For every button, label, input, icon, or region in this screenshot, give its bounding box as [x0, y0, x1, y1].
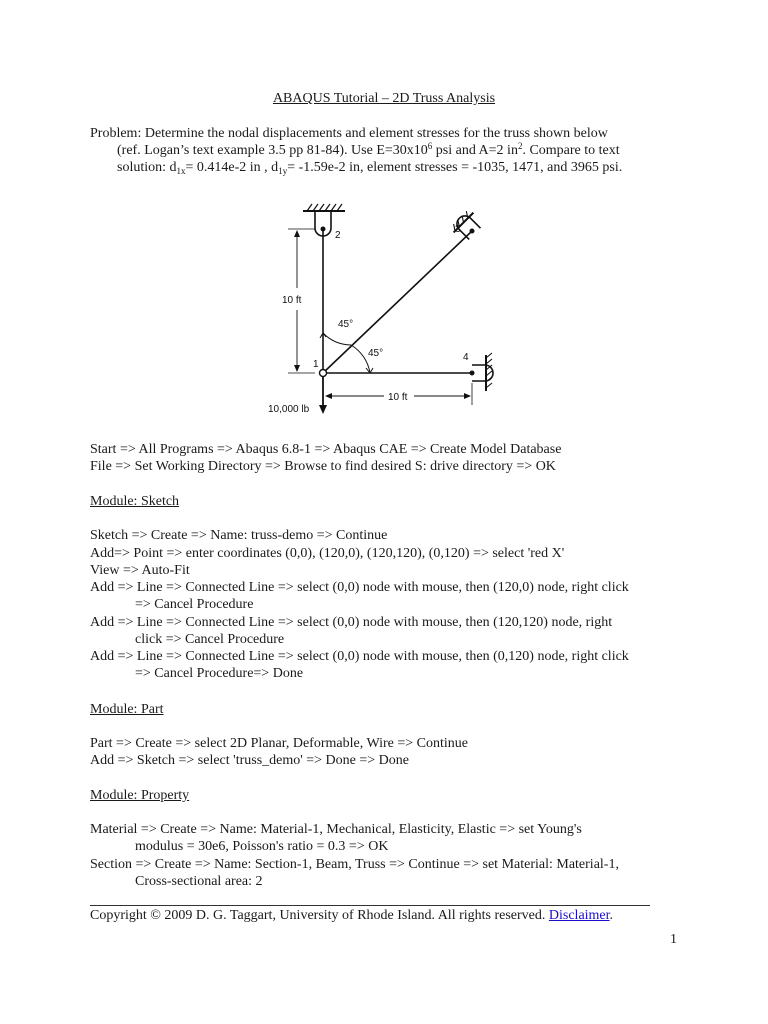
load-arrow-head — [319, 405, 327, 414]
problem-text: psi and A=2 in — [432, 143, 518, 158]
problem-text: = -1.59e-2 in, element stresses = -1035, 1471, and 3965 psi. — [287, 160, 623, 175]
step-sketch-2: Add=> Point => enter coordinates (0,0), (120,0), (120,120), (0,120) => select 'red X' — [90, 546, 565, 561]
subscript: 1y — [278, 166, 288, 176]
footer — [90, 908, 613, 924]
step-part-1: Part => Create => select 2D Planar, Deformable, Wire => Continue — [90, 736, 468, 751]
angle-label-top: 45° — [338, 319, 354, 330]
step-sketch-5-cont: click => Cancel Procedure — [135, 632, 285, 647]
dim-arrow-up — [294, 230, 300, 237]
step-sketch-4: Add => Line => Connected Line => select (0,0) node with mouse, then (120,0) node, right click — [90, 580, 629, 595]
node-3-label: 3 — [455, 224, 461, 235]
heading-property: Module: Property — [90, 788, 190, 803]
step-sketch-5: Add => Line => Connected Line => select (0,0) node with mouse, then (120,120) node, right — [90, 615, 613, 630]
problem-text: Problem: Determine the nodal displacements and element stresses for the truss shown below — [90, 126, 608, 141]
step-sketch-6-cont: => Cancel Procedure=> Done — [135, 666, 304, 681]
dim-label-horizontal: 10 ft — [388, 392, 408, 403]
step-sketch-1: Sketch => Create => Name: truss-demo => Continue — [90, 528, 388, 543]
step-start: Start => All Programs => Abaqus 6.8-1 => Abaqus CAE => Create Model Database — [90, 442, 562, 457]
problem-text: . Compare to text — [522, 143, 620, 158]
node-1-label: 1 — [313, 359, 319, 370]
node-4-label: 4 — [463, 352, 469, 363]
exponent: 6 — [427, 141, 433, 151]
step-part-2: Add => Sketch => select 'truss_demo' => Done => Done — [90, 753, 409, 768]
problem-line-2 — [117, 142, 620, 159]
problem-text: (ref. Logan’s text example 3.5 pp 81-84). Use E=30x10 — [117, 143, 428, 158]
step-property-1-cont: modulus = 30e6, Poisson's ratio = 0.3 => OK — [135, 839, 389, 854]
copyright-text: Copyright © 2009 D. G. Taggart, University of Rhode Island. All rights reserved. — [90, 908, 549, 923]
step-sketch-3: View => Auto-Fit — [90, 563, 190, 578]
node-1 — [320, 370, 327, 377]
problem-text: solution: d — [117, 160, 177, 175]
problem-line-1 — [90, 125, 608, 142]
page-title: ABAQUS Tutorial – 2D Truss Analysis — [272, 91, 496, 106]
page-number: 1 — [670, 932, 677, 947]
footer-divider — [90, 905, 650, 906]
node-2-label: 2 — [335, 230, 341, 241]
problem-line-3 — [117, 159, 622, 176]
dim-arrow-left — [325, 393, 332, 399]
step-property-2-cont: Cross-sectional area: 2 — [135, 874, 263, 889]
problem-text: = 0.414e-2 in , d — [185, 160, 279, 175]
truss-diagram — [260, 200, 520, 420]
step-property-1: Material => Create => Name: Material-1, Mechanical, Elasticity, Elastic => set Young's — [90, 822, 582, 837]
heading-sketch: Module: Sketch — [90, 494, 180, 509]
step-file: File => Set Working Directory => Browse to find desired S: drive directory => OK — [90, 459, 556, 474]
node-3-pin — [470, 229, 475, 234]
step-property-2: Section => Create => Name: Section-1, Beam, Truss => Continue => set Material: Material-1, — [90, 857, 619, 872]
member-1-3 — [323, 231, 472, 373]
node-4-pin — [470, 371, 475, 376]
subscript: 1x — [176, 166, 186, 176]
exponent: 2 — [517, 141, 523, 151]
angle-label-bottom: 45° — [368, 348, 384, 359]
disclaimer-link[interactable]: Disclaimer — [548, 908, 610, 923]
heading-part: Module: Part — [90, 702, 164, 717]
load-label: 10,000 lb — [268, 404, 310, 415]
dim-arrow-down — [294, 365, 300, 372]
hatch-2 — [307, 204, 342, 211]
angle-arc-top — [323, 333, 351, 345]
step-sketch-6: Add => Line => Connected Line => select (0,0) node with mouse, then (0,120) node, right click — [90, 649, 629, 664]
dim-arrow-right — [464, 393, 471, 399]
step-sketch-4-cont: => Cancel Procedure — [135, 597, 254, 612]
footer-period: . — [609, 908, 614, 923]
dim-label-vertical: 10 ft — [282, 295, 302, 306]
